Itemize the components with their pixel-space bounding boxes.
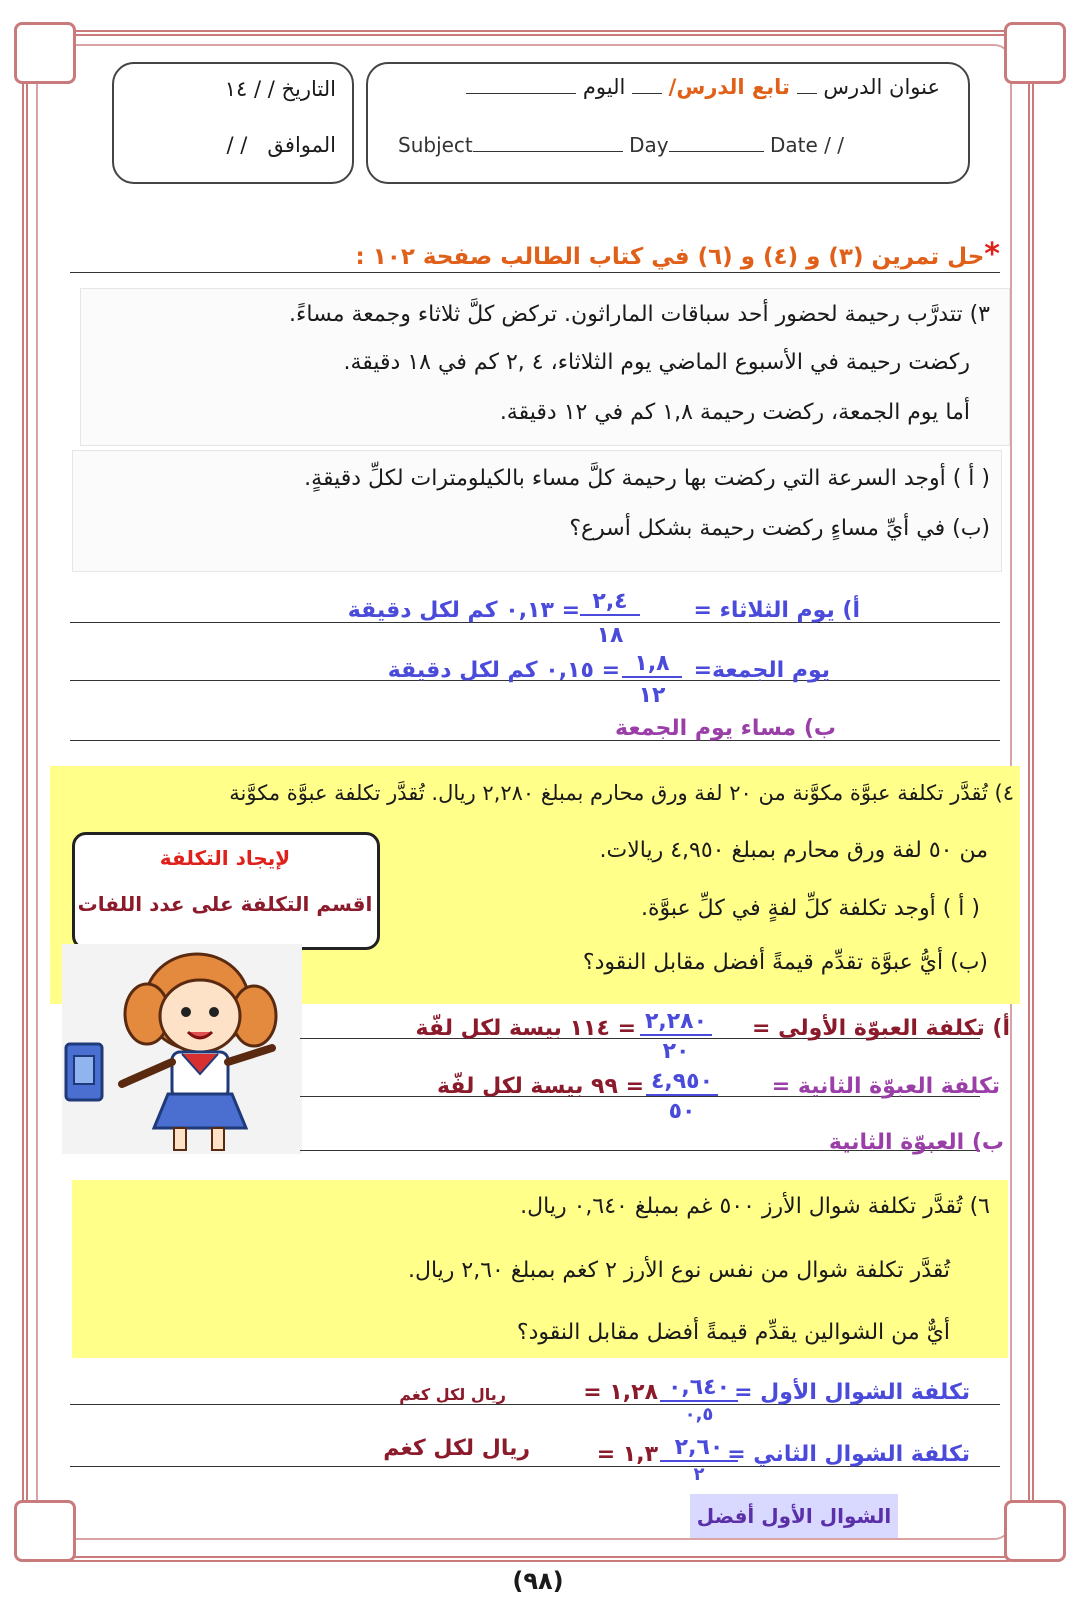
ruled-line: [70, 272, 1000, 273]
ruled-line: [70, 740, 1000, 741]
q4-line2: من ٥٠ لفة ورق محارم بمبلغ ٤,٩٥٠ ريالات.: [599, 838, 988, 863]
q3-ans1-result: = ٠,١٣ كم لكل دقيقة: [347, 598, 580, 623]
q4-part-b: (ب) أيُّ عبوَّة تقدِّم قيمةً أفضل مقابل النقود؟: [582, 950, 988, 975]
q6-line1: ٦) تُقدَّر تكلفة شوال الأرز ٥٠٠ غم بمبلغ ٠,٦٤٠ ريال.: [520, 1194, 990, 1219]
q6-ans1-result: = ١,٢٨: [583, 1380, 658, 1405]
q6-ans2-numerator: ٢,٦٠: [660, 1436, 738, 1462]
q6-line2: تُقدَّر تكلفة شوال من نفس نوع الأرز ٢ كغم بمبلغ ٢,٦٠ ريال.: [408, 1258, 950, 1283]
q3-line1: ٣) تتدرَّب رحيمة لحضور أحد سباقات الماراثون. تركض كلَّ ثلاثاء وجمعة مساءً.: [289, 302, 990, 327]
q6-ans1-label: تكلفة الشوال الأول =: [734, 1380, 970, 1405]
q6-ans1-unit: ريال لكل كغم: [399, 1385, 506, 1404]
girl-illustration: [62, 944, 302, 1154]
q6-ans1-denominator: ٠,٥: [684, 1404, 714, 1425]
corner-ornament: [1004, 22, 1066, 84]
q3-ans1-denominator: ١٨: [596, 623, 624, 648]
q4-ans2-label: تكلفة العبوّة الثانية =: [771, 1074, 1000, 1099]
q4-ans1-label: أ) تكلفة العبوّة الأولى =: [752, 1016, 1010, 1041]
date-label: التاريخ: [281, 77, 336, 101]
q3-ans3: ب) مساء يوم الجمعة: [615, 716, 836, 741]
lesson-title-label: عنوان الدرس: [823, 75, 940, 99]
q4-ans1-result: = ١١٤ بيسة لكل لفّة: [415, 1016, 636, 1041]
q3-part-a: ( أ ) أوجد السرعة التي ركضت بها رحيمة كلَّ مساء بالكيلومترات لكلِّ دقيقةٍ.: [304, 466, 990, 491]
instruction-line: [250, 237, 1000, 272]
q3-ans2-denominator: ١٢: [638, 683, 666, 708]
q6-ans2-label: تكلفة الشوال الثاني =: [727, 1442, 970, 1467]
corresponding-value: / /: [226, 133, 248, 157]
q4-ans2-denominator: ٥٠: [668, 1099, 696, 1124]
tip-body: اقسم التكلفة على عدد اللفات: [77, 892, 373, 916]
corresponding-label: الموافق: [267, 133, 336, 157]
tip-box: [72, 832, 380, 950]
q3-line3: أما يوم الجمعة، ركضت رحيمة ١,٨ كم في ١٢ دقيقة.: [499, 400, 970, 425]
corresponding-line: [126, 130, 336, 160]
q3-ans1-numerator: ٢,٤: [580, 590, 640, 616]
q4-line1: ٤) تُقدَّر تكلفة عبوَّة مكوَّنة من ٢٠ لفة ورق محارم بمبلغ ٢,٢٨٠ ريال. تُقدَّر تكلفة عبوَّة مكوَّنة: [229, 781, 1014, 805]
q6-conclusion-box: [690, 1494, 898, 1538]
q4-ans2-numerator: ٤,٩٥٠: [646, 1070, 718, 1096]
corner-ornament: [1004, 1500, 1066, 1562]
date-label-en: Date / /: [769, 133, 844, 157]
instruction-star: *: [984, 237, 1000, 272]
q4-ans2-result: = ٩٩ بيسة لكل لفّة: [436, 1074, 644, 1099]
tip-title: لإيجاد التكلفة: [159, 846, 291, 870]
date-value: / / ١٤: [224, 77, 275, 101]
page-number: (٩٨): [512, 1567, 564, 1595]
corner-ornament: [14, 22, 76, 84]
lesson-title-value: تابع الدرس/: [668, 75, 790, 99]
day-label: اليوم: [582, 75, 626, 99]
q3-ans2-label: يوم الجمعة=: [693, 658, 830, 683]
q6-ans1-numerator: ٠,٦٤٠: [660, 1376, 738, 1402]
date-line: [126, 74, 336, 104]
q6-line3: أيٌّ من الشوالين يقدِّم قيمةً أفضل مقابل النقود؟: [516, 1320, 950, 1345]
q6-ans2-unit: ريال لكل كغم: [383, 1436, 530, 1461]
lesson-title-line: [380, 72, 940, 102]
q3-part-b: (ب) في أيِّ مساءٍ ركضت رحيمة بشكل أسرع؟: [569, 516, 990, 541]
subject-label: Subject: [398, 133, 473, 157]
q4-ans3: ب) العبوّة الثانية: [828, 1130, 1004, 1155]
corner-ornament: [14, 1500, 76, 1562]
q6-conclusion: الشوال الأول أفضل: [696, 1504, 892, 1528]
q4-part-a: ( أ ) أوجد تكلفة كلِّ لفةٍ في كلِّ عبوَّة.: [641, 896, 980, 921]
q3-line2: ركضت رحيمة في الأسبوع الماضي يوم الثلاثاء، ٤ ,٢ كم في ١٨ دقيقة.: [343, 350, 970, 375]
q3-ans1-label: أ) يوم الثلاثاء =: [693, 598, 860, 623]
q3-ans2-result: = ٠,١٥ كم لكل دقيقة: [387, 658, 620, 683]
q6-ans2-result: = ١,٣: [596, 1442, 658, 1467]
q3-ans2-numerator: ١,٨: [622, 652, 682, 678]
subject-line: [398, 130, 844, 160]
q4-ans1-denominator: ٢٠: [662, 1039, 690, 1064]
q4-ans1-numerator: ٢,٢٨٠: [640, 1010, 712, 1036]
q6-ans2-denominator: ٢: [693, 1464, 705, 1485]
day-label-en: Day: [629, 133, 669, 157]
instruction-text: حل تمرين (٣) و (٤) و (٦) في كتاب الطالب صفحة ١٠٢ :: [355, 244, 985, 270]
